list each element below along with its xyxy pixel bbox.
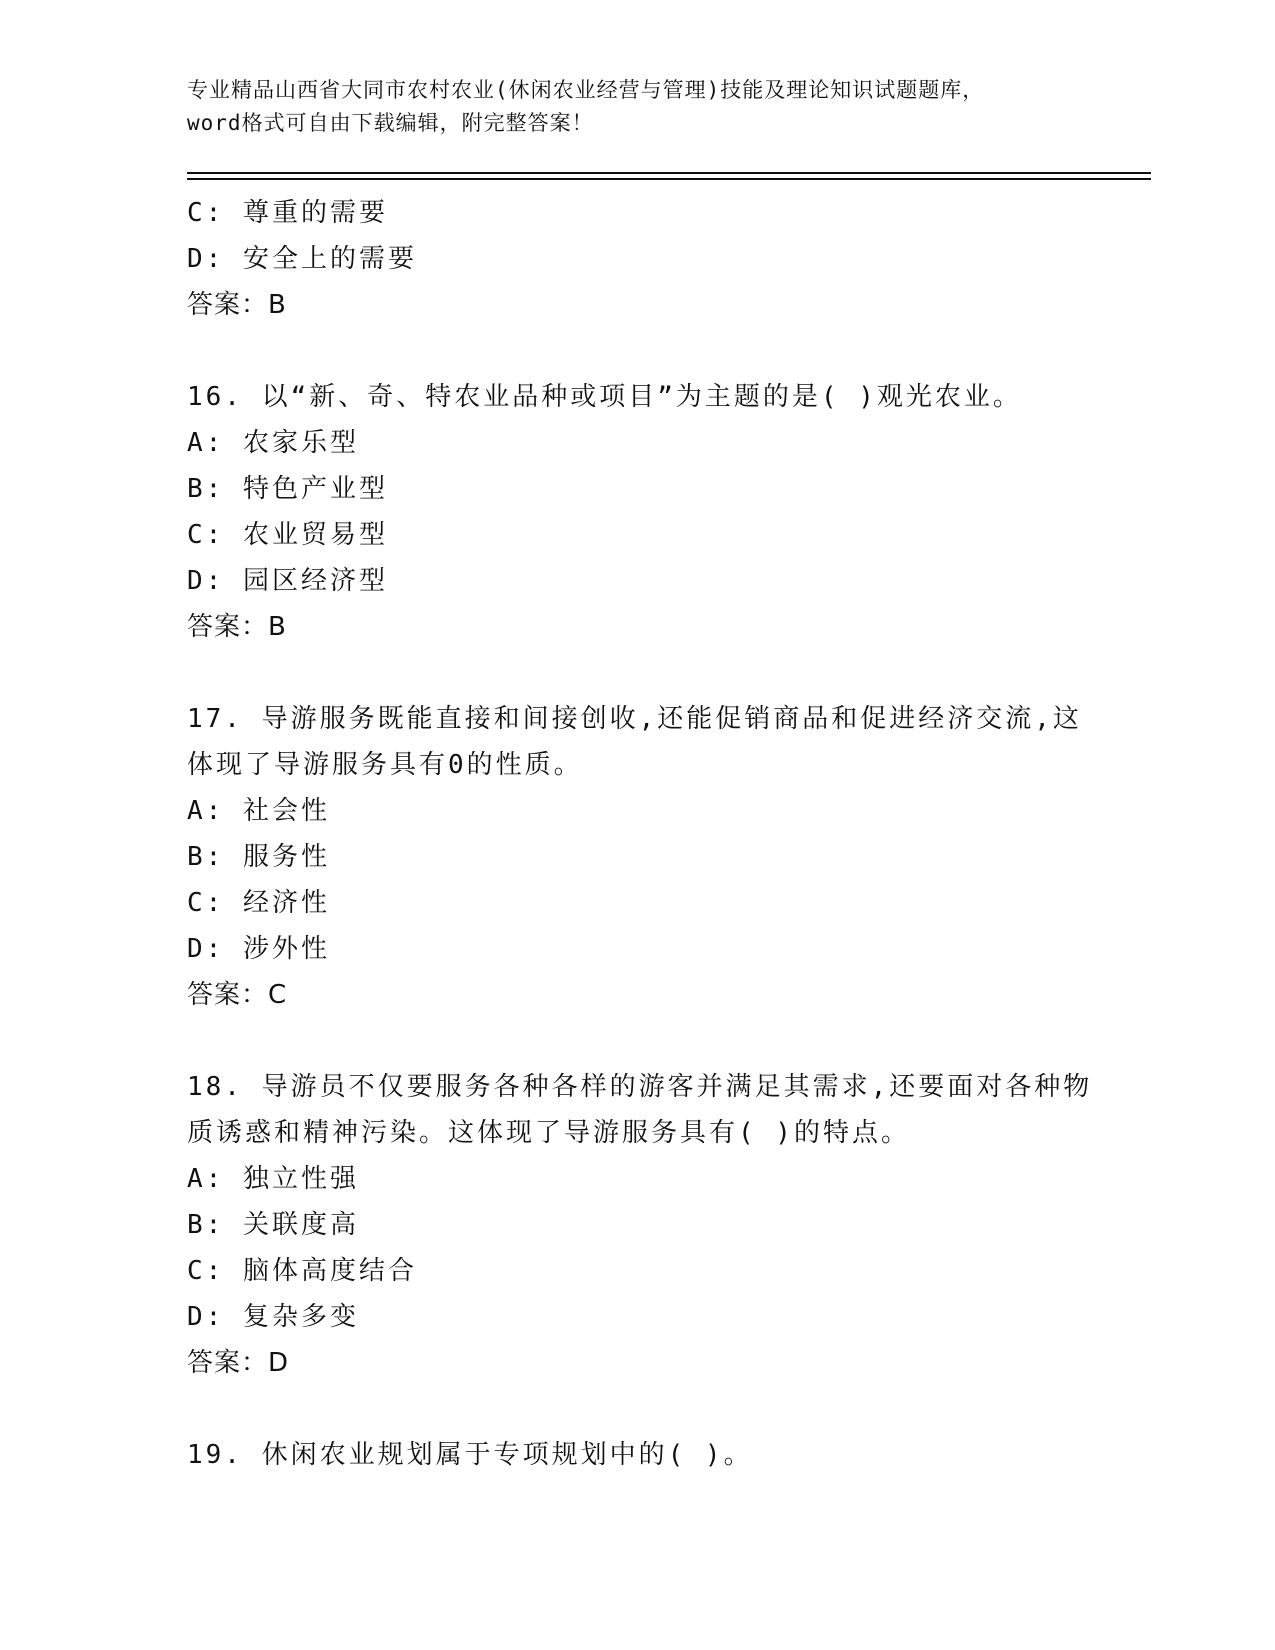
question-stem: 17. 导游服务既能直接和间接创收,还能促销商品和促进经济交流,这 [187, 704, 1082, 734]
option-a: A: 社会性 [187, 796, 330, 826]
option-c: C: 农业贸易型 [187, 520, 388, 550]
header-divider-bottom [187, 178, 1151, 180]
answer: 答案：C [187, 980, 288, 1010]
option-c: C: 脑体高度结合 [187, 1256, 417, 1286]
option-b: B: 关联度高 [187, 1210, 359, 1240]
question-19 [187, 1432, 1087, 1478]
option-d: D: 园区经济型 [187, 566, 388, 596]
answer: 答案：B [187, 290, 287, 320]
document-header [187, 74, 1087, 140]
spacer [187, 1018, 1087, 1064]
option-b: B: 特色产业型 [187, 474, 388, 504]
question-stem: 16. 以“新、奇、特农业品种或项目”为主题的是( )观光农业。 [187, 382, 1022, 412]
spacer [187, 650, 1087, 696]
header-line-1: 专业精品山西省大同市农村农业(休闲农业经营与管理)技能及理论知识试题题库， [187, 78, 985, 102]
option-d: D: 安全上的需要 [187, 244, 417, 274]
question-stem-continued: 体现了导游服务具有0的性质。 [187, 750, 583, 780]
option-b: B: 服务性 [187, 842, 330, 872]
option-a: A: 农家乐型 [187, 428, 359, 458]
question-stem-continued: 质诱惑和精神污染。这体现了导游服务具有( )的特点。 [187, 1118, 910, 1148]
answer: 答案：B [187, 612, 287, 642]
spacer [187, 1386, 1087, 1432]
option-c: C: 尊重的需要 [187, 198, 388, 228]
question-18 [187, 1064, 1093, 1386]
option-d: D: 涉外性 [187, 934, 330, 964]
header-line-2: word格式可自由下载编辑，附完整答案！ [187, 111, 594, 135]
header-divider-top [187, 172, 1151, 174]
option-a: A: 独立性强 [187, 1164, 359, 1194]
answer: 答案：D [187, 1348, 290, 1378]
question-stem: 18. 导游员不仅要服务各种各样的游客并满足其需求,还要面对各种物 [187, 1072, 1093, 1102]
question-17 [187, 696, 1087, 1018]
option-d: D: 复杂多变 [187, 1302, 359, 1332]
option-c: C: 经济性 [187, 888, 330, 918]
question-list [187, 190, 1093, 1478]
question-15-tail [187, 190, 1087, 328]
question-stem: 19. 休闲农业规划属于专项规划中的( )。 [187, 1440, 753, 1470]
spacer [187, 328, 1087, 374]
question-16 [187, 374, 1087, 650]
